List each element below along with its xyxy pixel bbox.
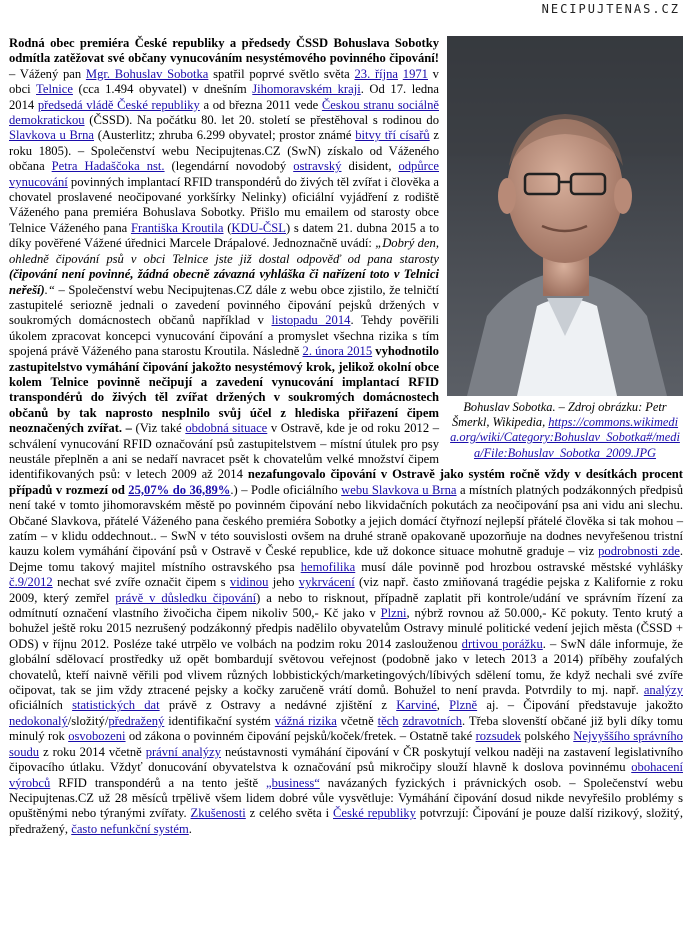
link-hemofilika[interactable]: hemofilika: [300, 559, 356, 574]
link-petr[interactable]: Petra Hadaščoka nst.: [51, 159, 165, 174]
text: v Ostravě, kde je od roku 2012 – schválení vynucování RFID označování psů zastupitelstvem – místní útulek pro psy neustále přeplněn a ani se nedaří navracet psět k chovatelům velké množství čipem identifikovaných psů: v letech 2009 až 2014: [9, 421, 440, 482]
link-cr[interactable]: České republiky: [333, 806, 416, 821]
text: nechat své zvíře označit čipem s: [52, 575, 230, 590]
link-rozsudek[interactable]: rozsudek: [475, 729, 522, 744]
link-nefunkcni[interactable]: často nefunkční systém: [71, 821, 189, 836]
article-figure: [447, 36, 683, 461]
text: – Vážený pan: [9, 66, 86, 81]
headline: Rodná obec premiéra České republiky a předsedy ČSSD Bohuslava Sobotky odmítla zatěžovat své občany vynucováním nesystémového povinného čipování!: [9, 36, 439, 66]
text: „Dobrý den, ohledně čipování psů v obci Telnice jste již dostal odpověď od pana starosty: [9, 236, 439, 266]
site-masthead: NECIPUJTENAS.CZ: [541, 2, 680, 16]
link-statist[interactable]: statistických dat: [72, 698, 160, 713]
link-listopad[interactable]: listopadu 2014: [271, 313, 351, 328]
link-predseda[interactable]: předsedá vládě České republiky: [37, 97, 200, 112]
text: povinných implantací RFID transpondérů do živých těl zvířat i člověka a chovatel proslavené neočipované yorkšírky Nelinky) oficiální vyjádření z rodiště Váženého pana premiéra Bohuslava Sobotky. Přišlo mu emailem od starosty obce Telnice Váženého pana: [9, 174, 439, 235]
text: (ČSSD). Na počátku 80. let 20. století se přestěhoval s rodinou do: [84, 113, 439, 128]
bold-text: vyhodnotilo zastupitelstvo vymáhání čipování jakožto nesystémový krok, jelikož okolní obce kolem Telnice povinně nečipují a zavedení vynucování implantací RFID transpondérů do živých těl zvířat držených v soukromých domácnostech občanů by tak naprosto nesplnilo svůj účel z hlediska přiřazení čipem neoznačených zvířat. –: [9, 344, 439, 436]
text: polského: [521, 729, 574, 744]
text: musí dále povinně pod hrozbou ostravské městské vyhlášky: [355, 559, 683, 574]
text: v obci: [9, 66, 439, 97]
text: . – SwN dále informuje, že globální sdělovací prostředky už opět bombardují světovou veřejnost (podobně jako v letech 2013 a 2014) příběhy zoufalých chovatelů, kteří naivně věřili pod vlivem různých lobbistických/marketingových/líbivých sdělení tomu, že když nechali své zvíře očipovat, tak se jim vždy ztracené pejsky a kočky zaručeně vrátí domů. Bohužel to není pravda. Potvrdily to mj. např.: [9, 636, 683, 698]
text: a od března 2011 vede: [199, 97, 322, 112]
text: a místních platných podzákonných předpisů není také v tomto jihomoravském městě po povinném čipování nebo likvidačních pokutách za neočipování psa ani vidu ani slechu. Občané Slavkova, přátelé Váženého pana českého premiéra Sobotky a jejich domácí čtyřnozí nejlepší přátelé člověka si tak mohou – zatím – v klidu oddechnout.. – SwN v této souvislosti ovšem na druhé straně opakovaně upozorňuje na dodnes nevyřešenou tristní kauzu kolem vymáhání čipování psů v Ostravě v České republice, kde už dokonce situace mohutně graduje – viz: [9, 482, 684, 559]
article: [9, 36, 683, 837]
link-vykrvaceni[interactable]: vykrvácení: [298, 575, 355, 590]
link-ostravsky[interactable]: ostravský: [293, 159, 342, 174]
text: (Viz také: [131, 421, 186, 436]
link-vidinou[interactable]: vidinou: [229, 575, 269, 590]
link-vyhlaska[interactable]: č.9/2012: [9, 575, 53, 590]
link-pravni[interactable]: právní analýzy: [145, 744, 221, 759]
text: (Austerlitz; zhruba 6.299 obyvatel; prostor známé: [94, 128, 356, 143]
text: . Dejme tomu takový majitel místního ostravského psa: [9, 544, 684, 574]
link-zdravotnich[interactable]: zdravotních: [402, 713, 463, 728]
text: RFID transpondérů a na tento ještě: [50, 775, 266, 790]
text: /složitý/: [67, 713, 109, 728]
text: . Od 17. ledna 2014: [9, 82, 440, 112]
link-analyzy[interactable]: analýzy: [643, 683, 683, 698]
link-tech[interactable]: těch: [377, 713, 399, 728]
link-podrobnosti[interactable]: podrobnosti zde: [598, 544, 680, 559]
text: právě z Ostravy a nedávné zjištění z: [159, 698, 397, 713]
link-kdu[interactable]: KDU-ČSL: [231, 220, 286, 235]
figure-caption: [447, 400, 683, 461]
link-telnice[interactable]: Telnice: [36, 82, 73, 97]
text: včetně: [336, 713, 378, 728]
text: z roku 2014 včetně: [39, 744, 146, 759]
link-osvobozeni[interactable]: osvobozeni: [68, 729, 126, 744]
link-unor[interactable]: 2. února 2015: [302, 344, 373, 359]
link-sobotka[interactable]: Mgr. Bohuslav Sobotka: [85, 66, 209, 81]
text: (cca 1.494 obyvatel) v dnešním: [72, 82, 253, 97]
link-webslavkov[interactable]: webu Slavkova u Brna: [341, 482, 457, 497]
text: . Třeba slovenští občané již byli díky tomu minulý rok: [9, 713, 683, 744]
link-nedokonaly[interactable]: nedokonalý: [9, 713, 68, 728]
text: . Tehdy pověřili úkolem zpracovat koncepci vynucování čipování a promyslet všechna rizika s tím spojená právě Váženého pana starostu Kroutila. Následně: [9, 313, 440, 359]
link-plzne[interactable]: Plzně: [449, 698, 478, 713]
link-bitva[interactable]: bitvy tří císařů: [355, 128, 430, 143]
link-odpurce[interactable]: odpůrce vynucování: [9, 159, 440, 189]
text: disident,: [341, 159, 399, 174]
text: .) – Podle oficiálního: [230, 482, 342, 497]
link-predrazeny[interactable]: předražený: [108, 713, 165, 728]
caption-text: Bohuslav Sobotka. – Zdroj obrázku: Petr Šmerkl, Wikipedia,: [451, 400, 667, 430]
link-slavkov[interactable]: Slavkova u Brna: [9, 128, 95, 143]
link-kroutil[interactable]: Františka Kroutila: [130, 220, 224, 235]
link-date[interactable]: 23. října: [354, 66, 399, 81]
text: oficiálních: [9, 698, 73, 713]
text: aj. – Čipování představuje jakožto: [477, 698, 684, 713]
text: identifikační systém: [164, 713, 275, 728]
text: ,: [436, 698, 450, 713]
text: spatřil poprvé světlo světa: [208, 66, 355, 81]
text: z roku 1805). – Společenství webu Necipujtenas.CZ (SwN) získalo od Váženého občana: [9, 128, 439, 174]
link-porazku[interactable]: drtivou porážku: [461, 636, 543, 651]
text: , nýbrž rovnou až 50.000,- Kč pokuty. Tento krutý a bohužel ještě roku 2015 nezrušený podzákonný předpis nadělilo obyvatelům Ostravy minulé politické vedení jejich města (ČSSD + ODS) v říjnu 2012. Posléze také utrpělo ve volbách na podzim roku 2014 zaslouženou: [9, 606, 683, 651]
link-year[interactable]: 1971: [402, 66, 428, 81]
portrait-photo: [447, 36, 683, 396]
link-karvine[interactable]: Karviné: [396, 698, 437, 713]
link-procent[interactable]: 25,07% do 36,89%: [128, 482, 231, 497]
text: .“: [44, 282, 55, 297]
text: ) a nebo to risknout, případně zaplatit při kontrole/udání ve správním řízení za odmítnutí označení vlastního živočicha čipem nikoliv 500,- Kč jako v: [9, 590, 683, 621]
link-prave[interactable]: právě v důsledku čipování: [115, 590, 257, 605]
link-zkusenosti[interactable]: Zkušenosti: [190, 806, 246, 821]
link-cssd[interactable]: Českou stranu sociálně demokratickou: [9, 97, 440, 128]
text: jeho: [268, 575, 299, 590]
link-vazna[interactable]: vážná rizika: [274, 713, 337, 728]
text: navázaných fyzických i právnických osob. – Společenství webu Necipujtenas.CZ už 28 měsíců trpělivě všem lidem dobré vůle vysvětluje: Vymáhání čipování dosud nikde nevyřešilo problémy s opuštěnými nebo týranými zvířaty.: [9, 775, 684, 821]
link-nss[interactable]: Nejvyššího správního soudu: [9, 729, 683, 759]
text: (legendární novodobý: [164, 159, 294, 174]
bold-text: nezafungovalo čipování v Ostravě jako systém ročně vždy v desítkách procent případů v rozmezí od: [9, 467, 683, 497]
link-kraj[interactable]: Jihomoravském kraji: [252, 82, 361, 97]
text: neústavnosti vymáhání čipování v ČR poskytují velkou naději na zastavení legislativního čipovacího útlaku. Vždyť donucování obyvatelstva k označování psů mikročipy slouží hlavně k doslova povinnému: [9, 744, 684, 775]
text: (: [223, 220, 232, 235]
text: (viz např. často zmiňovaná tragédie pejska z Kalifornie z roku 2009, který zemřel: [9, 575, 684, 605]
caption-source-link[interactable]: https://commons.wikimedia.org/wiki/Category:Bohuslav_Sobotka#/media/File:Bohuslav_Sobotka_2009.JPG: [450, 415, 680, 460]
text: potvrzují: Čipování je pouze další rizikový, složitý, předražený,: [9, 806, 683, 836]
text: z celého světa i: [245, 806, 333, 821]
quote-bold: (čipování není povinné, žádná obecně závazná vyhláška či nařízení toto v Telnici neřeší): [9, 267, 439, 297]
link-business[interactable]: „business“: [265, 775, 320, 790]
text: – Společenství webu Necipujtenas.CZ dále z webu obce zjistilo, že telničtí zastupitelé seriozně jednali o zavedení povinného čipování pejsků držených v soukromých domácnostech občanů například v: [9, 282, 439, 328]
text: ) s datem 21. dubna 2015 a to díky pověřené Vážené úřednici Marcele Drápalové. Jednoznačně uvádí:: [9, 220, 439, 251]
link-obdobna[interactable]: obdobná situace: [185, 421, 268, 436]
text: od zákona o povinném čipování pejsků/koček/fretek. – Ostatně také: [125, 729, 476, 744]
link-obohaceni[interactable]: obohacení výrobců: [9, 760, 683, 790]
link-plzni[interactable]: Plzni: [380, 606, 407, 621]
text: .: [188, 821, 192, 836]
